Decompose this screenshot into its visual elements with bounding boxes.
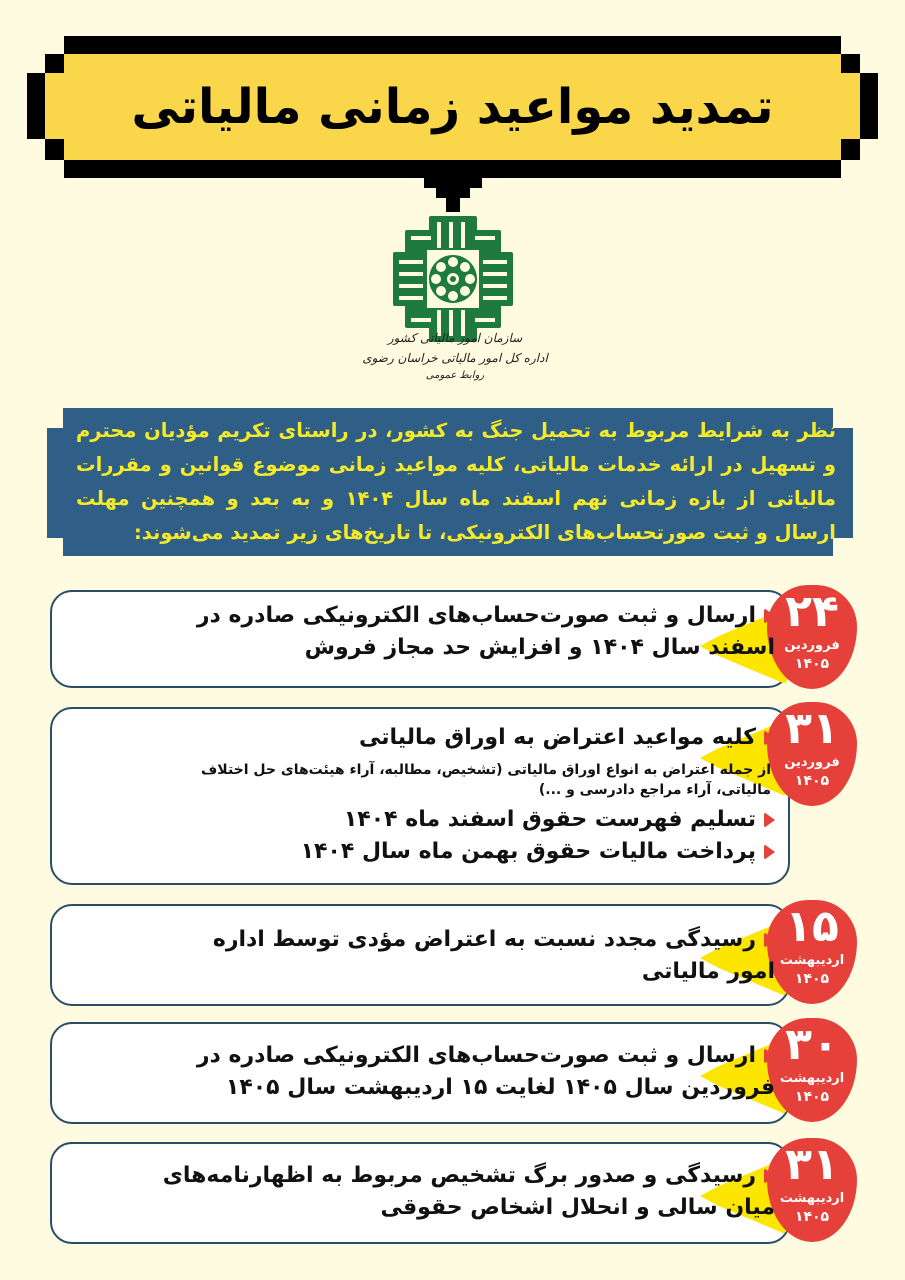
badge-day: ۳۰: [785, 1019, 839, 1070]
deadline-item: رسیدگی مجدد نسبت به اعتراض مؤدی توسط اداره امور مالیاتی: [212, 927, 775, 984]
badge-year: ۱۴۰۵: [794, 1089, 830, 1105]
tax-organization-emblem-icon: [393, 216, 513, 342]
badge-year: ۱۴۰۵: [794, 656, 830, 672]
badge-year: ۱۴۰۵: [794, 1209, 830, 1225]
banner-pixel: [841, 139, 860, 160]
organization-name: [340, 328, 570, 384]
badge-year: ۱۴۰۵: [794, 773, 830, 789]
banner-pixel: [841, 54, 860, 73]
banner-pointer: [446, 198, 460, 212]
badge-day: ۲۴: [785, 586, 839, 637]
banner-pixel: [27, 73, 46, 139]
deadline-item: رسیدگی و صدور برگ تشخیص مربوط به اظهارنامه‌های میان سالی و انحلال اشخاص حقوقی: [162, 1163, 775, 1220]
bullet-triangle-icon: [764, 844, 775, 860]
org-line-3: روابط عمومی: [425, 370, 485, 381]
title-banner: [0, 0, 905, 200]
banner-pointer: [424, 178, 482, 188]
deadline-item: پرداخت مالیات حقوق بهمن ماه سال ۱۴۰۴: [301, 836, 775, 868]
intro-box-notch: [833, 428, 853, 538]
badge-month: اردیبهشت: [779, 1071, 845, 1086]
deadline-item-note: از جمله اعتراض به انواع اوراق مالیاتی (تشخیص، مطالبه، آراء هیئت‌های حل اختلاف مالیاتی، آراء مراجع دادرسی و ...): [201, 762, 771, 798]
banner-pixel: [45, 139, 64, 160]
page-title: تمدید مواعید زمانی مالیاتی: [131, 79, 774, 135]
deadline-item: کلیه مواعید اعتراض به اوراق مالیاتی: [359, 722, 775, 754]
banner-pointer: [436, 188, 470, 198]
deadline-item: تسلیم فهرست حقوق اسفند ماه ۱۴۰۴: [344, 804, 775, 836]
intro-text: نظر به شرایط مربوط به تحمیل جنگ به کشور، در راستای تکریم مؤدیان محترم و تسهیل در ارائه خدمات مالیاتی، کلیه مواعید زمانی موضوع قوانین و مقررات مالیاتی از بازه زمانی نهم اسفند ماه سال ۱۴۰۴ و به بعد و همچنین مهلت ارسال و ثبت صورتحساب‌های الکترونیکی، تا تاریخ‌های زیر تمدید می‌شوند:: [76, 419, 836, 544]
badge-year: ۱۴۰۵: [794, 971, 830, 987]
banner-pixel: [45, 54, 64, 73]
deadline-item: ارسال و ثبت صورت‌حساب‌های الکترونیکی صادره در فروردین سال ۱۴۰۵ لغایت ۱۵ اردیبهشت سال ۱۴۰۵: [196, 1043, 775, 1100]
bullet-triangle-icon: [764, 1168, 775, 1184]
banner-border-top: [64, 36, 841, 54]
bullet-triangle-icon: [764, 730, 775, 746]
bullet-triangle-icon: [764, 1048, 775, 1064]
banner-pixel: [841, 73, 860, 139]
bullet-triangle-icon: [764, 812, 775, 828]
badge-day: ۳۱: [785, 703, 839, 754]
bullet-triangle-icon: [764, 608, 775, 624]
org-line-1: سازمان امور مالیاتی کشور: [387, 331, 523, 345]
bullet-triangle-icon: [764, 932, 775, 948]
org-line-2: اداره کل امور مالیاتی خراسان رضوی: [362, 351, 548, 365]
badge-month: فروردین: [784, 755, 840, 770]
badge-day: ۳۱: [785, 1139, 839, 1190]
badge-month: اردیبهشت: [779, 1191, 845, 1206]
banner-border-bottom: [64, 160, 841, 178]
badge-month: فروردین: [784, 638, 840, 653]
badge-month: اردیبهشت: [779, 953, 845, 968]
deadline-item: ارسال و ثبت صورت‌حساب‌های الکترونیکی صادره در اسفند سال ۱۴۰۴ و افزایش حد مجاز فروش: [196, 603, 775, 660]
banner-pixel: [859, 73, 878, 139]
badge-day: ۱۵: [785, 901, 839, 952]
intro-box-notch: [47, 428, 63, 538]
banner-pixel: [45, 73, 64, 139]
